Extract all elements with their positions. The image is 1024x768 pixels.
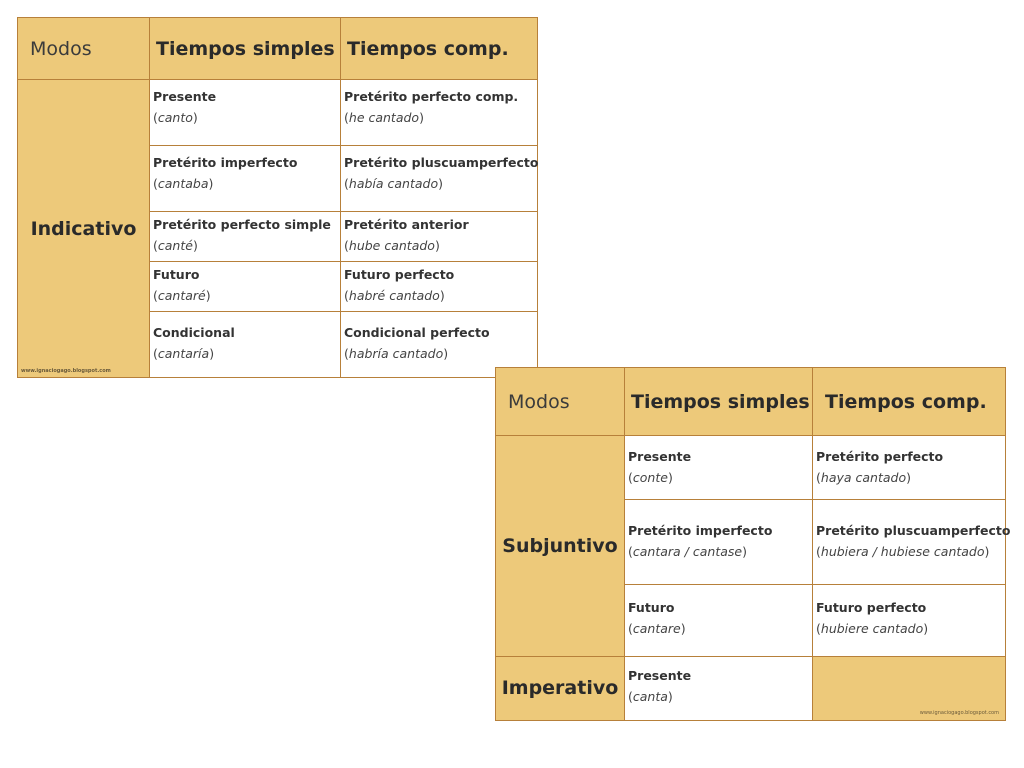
tense-cell xyxy=(625,436,813,500)
mood-label: Imperativo xyxy=(501,677,619,700)
header-tiempos-compuestos: Tiempos comp. xyxy=(341,18,538,80)
tense-cell xyxy=(625,656,813,720)
tense-example: (hubiere cantado) xyxy=(816,620,929,636)
tense-cell xyxy=(813,436,1006,500)
tense-cell xyxy=(813,584,1006,656)
tense-example: (cantaré) xyxy=(153,288,211,303)
tense-name: Presente xyxy=(628,449,692,465)
tense-cell xyxy=(625,500,813,584)
tense-name: Pretérito pluscuamperfecto xyxy=(344,155,539,170)
tense-example: (canté) xyxy=(153,238,198,253)
tense-cell xyxy=(150,312,341,378)
tense-example: (haya cantado) xyxy=(816,470,911,486)
tense-name: Pretérito perfecto simple xyxy=(153,217,331,232)
tense-example: (conte) xyxy=(628,470,673,486)
tense-cell xyxy=(341,212,538,262)
header-tiempos-simples: Tiempos simples xyxy=(625,368,813,436)
tense-name: Presente xyxy=(153,89,217,104)
tense-name: Pretérito pluscuamperfecto xyxy=(816,523,1011,539)
header-tiempos-simples: Tiempos simples xyxy=(150,18,341,80)
tense-example: (habré cantado) xyxy=(344,288,445,303)
tense-cell xyxy=(150,262,341,312)
tense-name: Pretérito perfecto comp. xyxy=(344,89,519,104)
tense-example: (hubiera / hubiese cantado) xyxy=(816,544,990,560)
watermark: www.ignaciogago.blogspot.com xyxy=(919,710,999,716)
mood-imperativo xyxy=(496,656,625,720)
tense-name: Futuro xyxy=(628,599,675,615)
tense-cell xyxy=(341,146,538,212)
tense-name: Condicional perfecto xyxy=(344,325,490,340)
empty-cell xyxy=(813,656,1006,720)
tense-name: Pretérito perfecto xyxy=(816,449,944,465)
tense-cell xyxy=(341,80,538,146)
tense-name: Futuro perfecto xyxy=(344,267,455,282)
tense-name: Presente xyxy=(628,667,692,683)
tense-name: Futuro perfecto xyxy=(816,599,927,615)
watermark: www.ignaciogago.blogspot.com xyxy=(21,368,111,374)
tense-cell xyxy=(150,212,341,262)
tense-example: (había cantado) xyxy=(344,176,444,191)
tense-example: (cantaba) xyxy=(153,176,214,191)
header-tiempos-compuestos: Tiempos comp. xyxy=(813,368,1006,436)
tense-cell xyxy=(150,80,341,146)
tense-example: (canta) xyxy=(628,688,673,704)
header-modos: Modos xyxy=(496,368,625,436)
tense-cell xyxy=(813,500,1011,584)
tense-example: (cantara / cantase) xyxy=(628,544,747,560)
tense-cell xyxy=(625,584,813,656)
tense-cell xyxy=(341,262,538,312)
subjuntivo-table xyxy=(495,367,1011,721)
tense-name: Pretérito imperfecto xyxy=(628,523,773,539)
tense-example: (cantaría) xyxy=(153,346,215,361)
indicativo-table xyxy=(17,17,537,377)
tense-example: (he cantado) xyxy=(344,110,424,125)
header-modos: Modos xyxy=(18,18,150,80)
tense-example: (hube cantado) xyxy=(344,238,440,253)
tense-example: (habría cantado) xyxy=(344,346,449,361)
mood-label: Indicativo xyxy=(30,217,137,240)
tense-cell xyxy=(150,146,341,212)
tense-example: (cantare) xyxy=(628,620,686,636)
tense-example: (canto) xyxy=(153,110,198,125)
mood-indicativo xyxy=(18,80,150,378)
tense-name: Pretérito anterior xyxy=(344,217,469,232)
mood-subjuntivo xyxy=(496,436,625,657)
tense-name: Futuro xyxy=(153,267,200,282)
tense-name: Condicional xyxy=(153,325,235,340)
tense-name: Pretérito imperfecto xyxy=(153,155,298,170)
mood-label: Subjuntivo xyxy=(502,534,618,557)
